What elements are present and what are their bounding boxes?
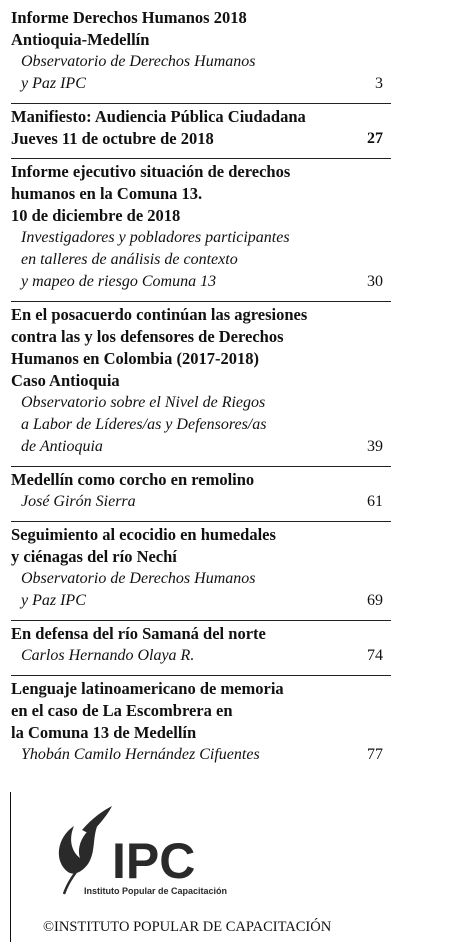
toc-entry[interactable] (11, 466, 391, 513)
toc-entry-author: Observatorio de Derechos Humanos (21, 53, 256, 70)
toc-entry-author: a Labor de Líderes/as y Defensores/as (21, 416, 267, 433)
toc-page-number: 77 (367, 746, 383, 763)
toc-entry-title: en el caso de La Escombrera en (11, 701, 233, 720)
toc-entry[interactable] (11, 620, 391, 667)
toc-page-number: 74 (367, 647, 383, 664)
toc-entry-author: y Paz IPC (21, 75, 86, 92)
toc-entry[interactable] (11, 103, 391, 150)
toc-entry-title: Informe ejecutivo situación de derechos (11, 162, 291, 181)
toc-entry-author: Yhobán Camilo Hernández Cifuentes (21, 746, 260, 763)
toc-page-number: 69 (367, 592, 383, 609)
toc-entry-author: Investigadores y pobladores participantes (21, 229, 290, 246)
vertical-rule (10, 792, 11, 942)
toc-entry[interactable] (11, 301, 391, 458)
toc-entry-author: y Paz IPC (21, 592, 86, 609)
toc-page-number: 30 (367, 273, 383, 290)
toc-page-number: 39 (367, 438, 383, 455)
toc-entry[interactable] (11, 675, 391, 766)
toc-entry-title: la Comuna 13 de Medellín (11, 723, 197, 742)
toc-page-number: 61 (367, 493, 383, 510)
toc-entry-title: Medellín como corcho en remolino (11, 470, 255, 489)
toc-entry-author: Observatorio sobre el Nivel de Riegos (21, 394, 266, 411)
table-of-contents (11, 7, 391, 774)
toc-entry-title: Manifiesto: Audiencia Pública Ciudadana (11, 107, 306, 126)
ipc-logo-graphic (46, 800, 266, 900)
toc-entry-title: Jueves 11 de octubre de 2018 (11, 129, 214, 148)
toc-entry-title: contra las y los defensores de Derechos (11, 327, 284, 346)
toc-entry[interactable] (11, 158, 391, 293)
toc-entry-author: Carlos Hernando Olaya R. (21, 647, 195, 664)
toc-entry-title: En defensa del río Samaná del norte (11, 624, 266, 643)
toc-entry-author: en talleres de análisis de contexto (21, 251, 238, 268)
toc-entry-title: Lenguaje latinoamericano de memoria (11, 679, 284, 698)
ipc-logo (46, 800, 266, 900)
toc-entry-author: y mapeo de riesgo Comuna 13 (21, 273, 217, 290)
toc-entry[interactable] (11, 521, 391, 612)
toc-entry-title: Caso Antioquia (11, 371, 120, 390)
toc-entry-author: de Antioquia (21, 438, 103, 455)
toc-page-number: 3 (375, 75, 383, 92)
toc-entry-title: Informe Derechos Humanos 2018 (11, 8, 247, 27)
toc-entry[interactable] (11, 7, 391, 95)
toc-entry-title: humanos en la Comuna 13. (11, 184, 203, 203)
toc-entry-title: y ciénagas del río Nechí (11, 547, 177, 566)
copyright-notice: ©INSTITUTO POPULAR DE CAPACITACIÓN (43, 919, 332, 935)
toc-page-number: 27 (367, 130, 383, 147)
toc-entry-title: En el posacuerdo continúan las agresiones (11, 305, 308, 324)
toc-entry-author: Observatorio de Derechos Humanos (21, 570, 256, 587)
logo-text: IPC (112, 833, 196, 889)
toc-entry-title: Seguimiento al ecocidio en humedales (11, 525, 276, 544)
logo-subtitle: Instituto Popular de Capacitación (84, 886, 228, 896)
toc-entry-title: 10 de diciembre de 2018 (11, 206, 181, 225)
toc-entry-title: Humanos en Colombia (2017-2018) (11, 349, 259, 368)
toc-entry-title: Antioquia-Medellín (11, 30, 150, 49)
toc-entry-author: José Girón Sierra (21, 493, 136, 510)
